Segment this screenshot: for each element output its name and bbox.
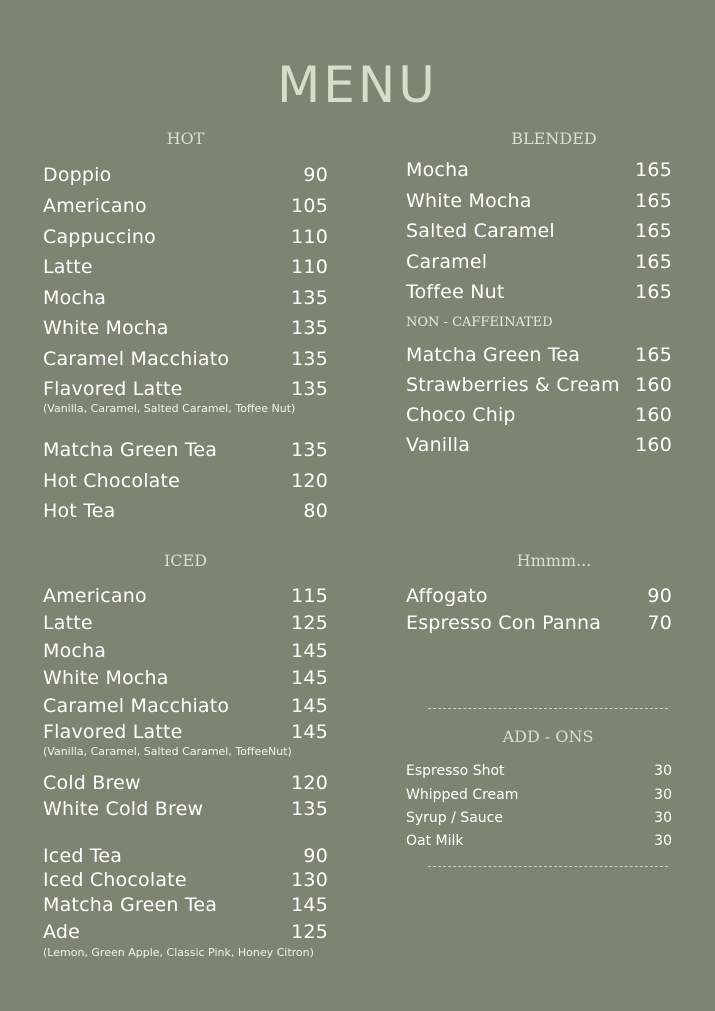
- item-name: Americano: [43, 195, 147, 217]
- section-title-addons: ADD - ONS: [502, 727, 594, 746]
- menu-item: [43, 894, 328, 916]
- menu-item: [406, 281, 672, 303]
- item-price: 160: [635, 434, 672, 456]
- item-price: 145: [291, 695, 328, 717]
- item-price: 165: [635, 220, 672, 242]
- menu-item: [43, 348, 328, 370]
- menu-item: [43, 226, 328, 248]
- item-name: Hot Tea: [43, 500, 116, 522]
- addon-item: [406, 787, 672, 803]
- item-price: 105: [291, 195, 328, 217]
- item-price: 165: [635, 190, 672, 212]
- item-price: 130: [291, 869, 328, 891]
- addon-item: [406, 763, 672, 779]
- item-name: Flavored Latte: [43, 721, 183, 743]
- item-price: 165: [635, 281, 672, 303]
- item-name: Doppio: [43, 164, 112, 186]
- item-price: 145: [291, 894, 328, 916]
- menu-item: [406, 159, 672, 181]
- addon-price: 30: [654, 833, 672, 849]
- addon-price: 30: [654, 787, 672, 803]
- item-name: Flavored Latte: [43, 378, 183, 400]
- menu-item: [43, 500, 328, 522]
- item-price: 115: [291, 585, 328, 607]
- menu-item: [406, 251, 672, 273]
- item-name: Latte: [43, 256, 93, 278]
- item-price: 90: [647, 585, 672, 607]
- item-name: Americano: [43, 585, 147, 607]
- item-name: White Cold Brew: [43, 798, 204, 820]
- item-price: 125: [291, 612, 328, 634]
- item-name: Vanilla: [406, 434, 471, 456]
- ade-note: (Lemon, Green Apple, Classic Pink, Honey Citron): [43, 946, 314, 959]
- item-price: 110: [291, 256, 328, 278]
- item-name: Mocha: [406, 159, 470, 181]
- item-price: 165: [635, 251, 672, 273]
- menu-item: [406, 220, 672, 242]
- item-name: Matcha Green Tea: [43, 894, 218, 916]
- item-name: Cold Brew: [43, 772, 141, 794]
- item-name: Mocha: [43, 640, 107, 662]
- menu-item: [43, 585, 328, 607]
- flavor-note: (Vanilla, Caramel, Salted Caramel, Toffee Nut): [43, 402, 296, 415]
- addon-item: [406, 810, 672, 826]
- item-price: 135: [291, 317, 328, 339]
- menu-item: [406, 344, 672, 366]
- item-price: 80: [303, 500, 328, 522]
- item-name: White Mocha: [43, 317, 169, 339]
- menu-item: [406, 404, 672, 426]
- addon-price: 30: [654, 810, 672, 826]
- menu-item: [43, 640, 328, 662]
- item-name: Caramel Macchiato: [43, 348, 230, 370]
- item-name: Ade: [43, 921, 81, 943]
- section-title-blended: BLENDED: [511, 129, 597, 148]
- menu-item: [43, 772, 328, 794]
- item-price: 120: [291, 772, 328, 794]
- menu-item: [43, 378, 328, 400]
- menu-item: [43, 921, 328, 943]
- item-name: Cappuccino: [43, 226, 156, 248]
- menu-item: [43, 439, 328, 461]
- menu-item: [43, 195, 328, 217]
- item-name: Mocha: [43, 287, 107, 309]
- item-price: 110: [291, 226, 328, 248]
- addon-item: [406, 833, 672, 849]
- item-price: 135: [291, 287, 328, 309]
- flavor-note: (Vanilla, Caramel, Salted Caramel, ToffeeNut): [43, 745, 292, 758]
- item-name: Affogato: [406, 585, 488, 607]
- menu-item: [43, 317, 328, 339]
- menu-item: [43, 695, 328, 717]
- item-name: Toffee Nut: [406, 281, 505, 303]
- item-price: 145: [291, 721, 328, 743]
- item-name: Caramel Macchiato: [43, 695, 230, 717]
- menu-item: [43, 798, 328, 820]
- item-price: 160: [635, 404, 672, 426]
- menu-item: [406, 585, 672, 607]
- menu-item: [43, 869, 328, 891]
- menu-item: [43, 164, 328, 186]
- menu-item: [406, 612, 672, 634]
- menu-item: [406, 190, 672, 212]
- item-price: 160: [635, 374, 672, 396]
- menu-title: MENU: [277, 56, 438, 114]
- item-price: 125: [291, 921, 328, 943]
- menu-item: [43, 256, 328, 278]
- item-price: 165: [635, 344, 672, 366]
- menu-item: [43, 721, 328, 743]
- addon-name: Syrup / Sauce: [406, 810, 503, 826]
- item-price: 135: [291, 798, 328, 820]
- section-title-iced: ICED: [163, 551, 208, 570]
- non-caffeinated-title: NON - CAFFEINATED: [406, 315, 553, 330]
- addon-name: Oat Milk: [406, 833, 464, 849]
- item-name: White Mocha: [406, 190, 532, 212]
- item-name: Matcha Green Tea: [406, 344, 581, 366]
- addon-price: 30: [654, 763, 672, 779]
- item-name: White Mocha: [43, 667, 169, 689]
- menu-item: [406, 434, 672, 456]
- divider-top: [428, 708, 668, 709]
- item-name: Iced Tea: [43, 845, 123, 867]
- item-name: Choco Chip: [406, 404, 516, 426]
- addon-name: Espresso Shot: [406, 763, 505, 779]
- divider-bottom: [428, 866, 668, 867]
- menu-item: [406, 374, 672, 396]
- item-price: 145: [291, 640, 328, 662]
- menu-item: [43, 287, 328, 309]
- item-name: Strawberries & Cream: [406, 374, 620, 396]
- item-name: Caramel: [406, 251, 488, 273]
- item-price: 90: [303, 164, 328, 186]
- item-name: Salted Caramel: [406, 220, 555, 242]
- section-title-hmmm: Hmmm...: [516, 551, 592, 570]
- item-price: 135: [291, 378, 328, 400]
- item-name: Matcha Green Tea: [43, 439, 218, 461]
- menu-item: [43, 667, 328, 689]
- item-price: 165: [635, 159, 672, 181]
- addon-name: Whipped Cream: [406, 787, 519, 803]
- item-name: Hot Chocolate: [43, 470, 181, 492]
- section-title-hot: HOT: [166, 129, 205, 148]
- menu-item: [43, 470, 328, 492]
- item-price: 90: [303, 845, 328, 867]
- item-price: 135: [291, 439, 328, 461]
- item-price: 145: [291, 667, 328, 689]
- item-price: 120: [291, 470, 328, 492]
- item-price: 70: [647, 612, 672, 634]
- item-name: Espresso Con Panna: [406, 612, 602, 634]
- menu-item: [43, 612, 328, 634]
- item-price: 135: [291, 348, 328, 370]
- item-name: Latte: [43, 612, 93, 634]
- item-name: Iced Chocolate: [43, 869, 187, 891]
- menu-item: [43, 845, 328, 867]
